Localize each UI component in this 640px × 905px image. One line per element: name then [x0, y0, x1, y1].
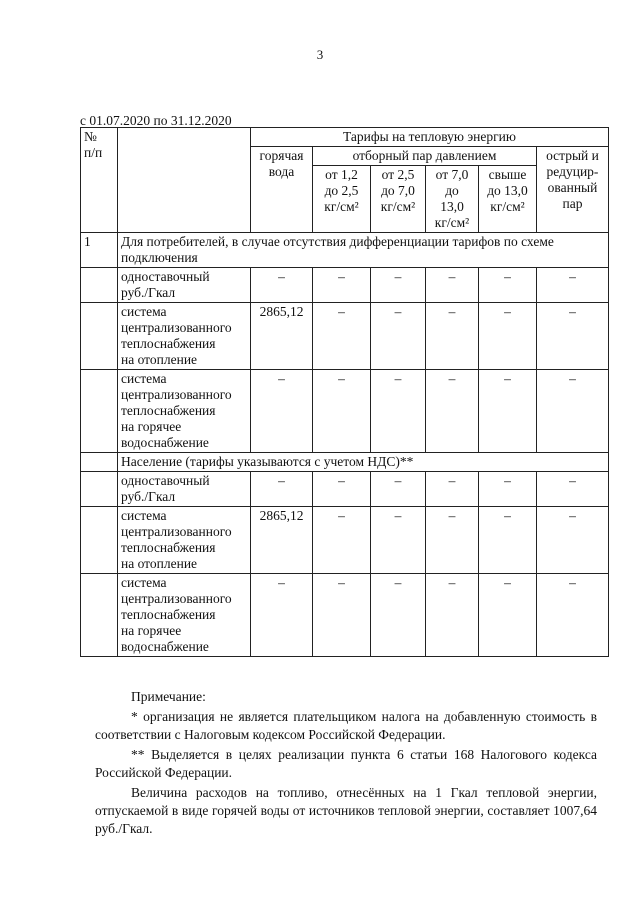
row-number-cell	[81, 574, 118, 657]
dash-cell: –	[426, 507, 479, 574]
dash-cell: –	[479, 472, 537, 507]
dash-cell: –	[251, 472, 313, 507]
hot-water-header: горячая вода	[251, 147, 313, 233]
dash-cell: –	[313, 574, 371, 657]
dash-cell: –	[537, 574, 609, 657]
pressure-3-header: от 7,0 до 13,0 кг/см²	[426, 166, 479, 233]
pressure-4-header: свыше до 13,0 кг/см²	[479, 166, 537, 233]
row-label: система централизованного теплоснабжения на горячее водоснабжение	[118, 574, 251, 657]
dash-cell: –	[371, 303, 426, 370]
row-label: система централизованного теплоснабжения на отопление	[118, 507, 251, 574]
dash-cell: –	[371, 268, 426, 303]
dash-cell: –	[426, 303, 479, 370]
dash-cell: –	[479, 507, 537, 574]
note-3: Величина расходов на топливо, отнесённых на 1 Гкал тепловой энергии, отпускаемой в виде горячей воды от источников тепловой энергии, составляет 1007,64 руб./Гкал.	[95, 785, 597, 836]
page-number: 3	[316, 47, 324, 62]
table-row	[81, 574, 609, 657]
dash-cell: –	[537, 303, 609, 370]
dash-cell: –	[479, 370, 537, 453]
tariff-period: с 01.07.2020 по 31.12.2020	[80, 113, 232, 128]
num-header: № п/п	[81, 128, 118, 233]
dash-cell: –	[313, 303, 371, 370]
section-title: Для потребителей, в случае отсутствия дифференциации тарифов по схеме подключения	[118, 233, 609, 268]
dash-cell: –	[479, 268, 537, 303]
dash-cell: –	[537, 370, 609, 453]
table-row	[81, 268, 609, 303]
row-label: система централизованного теплоснабжения на отопление	[118, 303, 251, 370]
table-row	[81, 507, 609, 574]
dash-cell: –	[426, 574, 479, 657]
tariffs-header: Тарифы на тепловую энергию	[251, 128, 609, 147]
dash-cell: –	[313, 268, 371, 303]
row-number-cell	[81, 370, 118, 453]
pressure-2-header: от 2,5 до 7,0 кг/см²	[371, 166, 426, 233]
dash-cell: –	[537, 472, 609, 507]
dash-cell: –	[537, 268, 609, 303]
table-row	[81, 303, 609, 370]
table-row	[81, 370, 609, 453]
dash-cell: –	[313, 370, 371, 453]
dash-cell: –	[251, 268, 313, 303]
row-label: одноставочный руб./Гкал	[118, 472, 251, 507]
pressure-1-header: от 1,2 до 2,5 кг/см²	[313, 166, 371, 233]
dash-cell: –	[426, 268, 479, 303]
row-number-cell	[81, 268, 118, 303]
sharp-steam-header: острый и редуцир- ованный пар	[537, 147, 609, 233]
dash-cell: –	[251, 574, 313, 657]
section-title: Население (тарифы указываются с учетом НДС)**	[118, 453, 609, 472]
section-number	[81, 453, 118, 472]
row-number-cell	[81, 303, 118, 370]
dash-cell: –	[313, 472, 371, 507]
table-row	[81, 472, 609, 507]
dash-cell: –	[426, 370, 479, 453]
dash-cell: –	[371, 370, 426, 453]
row-number-cell	[81, 507, 118, 574]
hot-water-value: 2865,12	[251, 507, 313, 574]
dash-cell: –	[371, 574, 426, 657]
notes	[95, 688, 597, 838]
dash-cell: –	[371, 507, 426, 574]
dash-cell: –	[479, 574, 537, 657]
dash-cell: –	[371, 472, 426, 507]
row-number-cell	[81, 472, 118, 507]
note-1: * организация не является плательщиком налога на добавленную стоимость в соответствии с Налоговым кодексом Российской Федерации.	[95, 709, 597, 742]
tariff-table	[80, 127, 609, 657]
row-label: одноставочный руб./Гкал	[118, 268, 251, 303]
dash-cell: –	[251, 370, 313, 453]
note-2: ** Выделяется в целях реализации пункта 6 статьи 168 Налогового кодекса Российской Федерации.	[95, 747, 597, 780]
section-number: 1	[81, 233, 118, 268]
dash-cell: –	[537, 507, 609, 574]
dash-cell: –	[479, 303, 537, 370]
hot-water-value: 2865,12	[251, 303, 313, 370]
blank-header	[118, 128, 251, 233]
dash-cell: –	[313, 507, 371, 574]
extraction-steam-header: отборный пар давлением	[313, 147, 537, 166]
dash-cell: –	[426, 472, 479, 507]
notes-title: Примечание:	[131, 689, 206, 704]
row-label: система централизованного теплоснабжения на горячее водоснабжение	[118, 370, 251, 453]
